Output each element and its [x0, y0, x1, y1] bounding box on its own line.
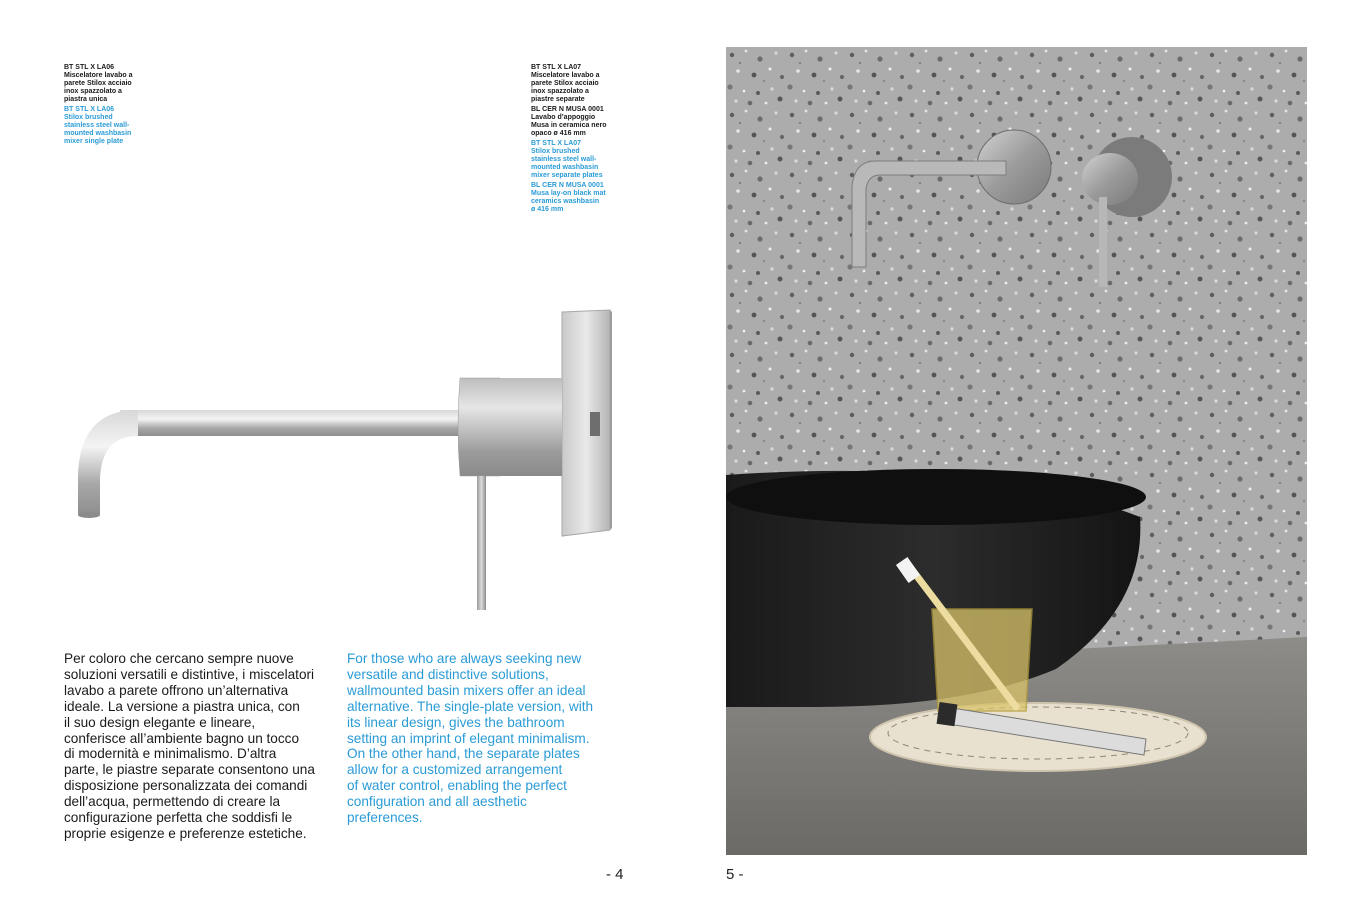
spec-block-single-plate — [64, 64, 184, 147]
spec-desc-en-basin: Musa lay-on black mat ceramics washbasin ø 416 mm — [531, 190, 606, 213]
mixer-illustration — [60, 300, 620, 620]
body-text-english: For those who are always seeking new versatile and distinctive solutions, wallmounted basin mixers offer an ideal alternative. The single-plate version, with its linear design, gives the bathroom setting an imprint of elegant minimalism. On the other hand, the separate plates allow for a customized arrangement of water control, enabling the perfect configuration and all aesthetic preferences. — [347, 651, 594, 826]
scene-illustration — [726, 47, 1307, 855]
spec-desc-it-mixer: Miscelatore lavabo a parete Stilox acciaio inox spazzolato a piastre separate — [531, 72, 600, 103]
bathroom-scene-photo — [726, 47, 1307, 855]
spec-code-it: BT STL X LA06 — [64, 64, 115, 71]
spec-desc-it-basin: Lavabo d’appoggio Musa in ceramica nero opaco ø 416 mm — [531, 114, 607, 137]
spec-code-en: BT STL X LA06 — [64, 106, 115, 113]
product-photo-single-plate-mixer — [60, 300, 620, 620]
spec-block-separate-plates — [531, 64, 651, 215]
body-text-italian: Per coloro che cercano sempre nuove soluzioni versatili e distintive, i miscelatori lavabo a parete offrono un’alternativa ideale. La versione a piastra unica, con il suo design elegante e lineare, conferisce all’ambiente bagno un tocco di modernità e minimalismo. D’altra parte, le piastre separate consentono una disposizione personalizzata dei comandi dell’acqua, permettendo di creare la configurazione perfetta che soddisfi le proprie esigenze e preferenze estetiche. — [64, 651, 315, 841]
page-number-left: - 4 — [606, 866, 624, 883]
page-number-right: 5 - — [726, 866, 744, 883]
spec-desc-en: Stilox brushed stainless steel wall- mounted washbasin mixer single plate — [64, 114, 132, 145]
spec-desc-en-mixer: Stilox brushed stainless steel wall- mounted washbasin mixer separate plates — [531, 148, 603, 179]
spec-code-en-basin: BL CER N MUSA 0001 — [531, 182, 604, 189]
spec-code-en-mixer: BT STL X LA07 — [531, 140, 582, 147]
spec-code-it-basin: BL CER N MUSA 0001 — [531, 106, 604, 113]
spec-code-it-mixer: BT STL X LA07 — [531, 64, 582, 71]
spec-desc-it: Miscelatore lavabo a parete Stilox acciaio inox spazzolato a piastra unica — [64, 72, 133, 103]
